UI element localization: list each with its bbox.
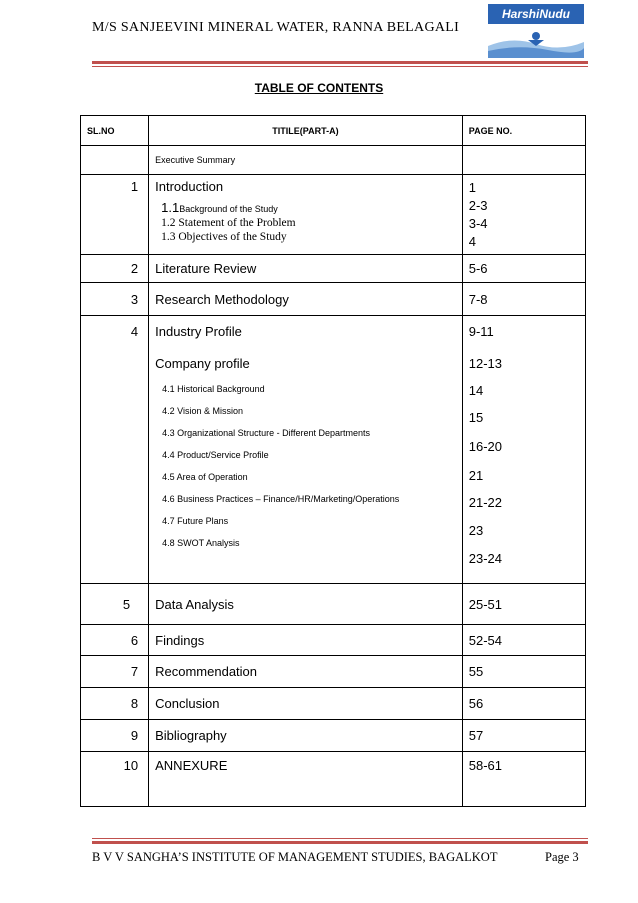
page-number: 15 (468, 410, 484, 425)
page-number: 16-20 (468, 439, 502, 454)
cell-no: 4 (81, 316, 149, 584)
cell-no: 6 (81, 625, 149, 656)
toc-table (80, 115, 586, 807)
cell-no: 8 (81, 688, 149, 720)
header-rule-thin (92, 66, 588, 67)
toc-row-data-analysis (81, 584, 586, 625)
running-header-title: M/S SANJEEVINI MINERAL WATER, RANNA BELAGALI (92, 20, 460, 35)
subsection-number: 1.1 (161, 200, 180, 215)
cell-no: 2 (81, 255, 149, 283)
page-number: 2-3 (468, 198, 488, 213)
cell-page (462, 316, 585, 584)
cell-no: 3 (81, 283, 149, 316)
industry-subsection: 4.4 Product/Service Profile (162, 450, 269, 460)
cell-no: 5 (81, 584, 149, 625)
cell-title (149, 175, 463, 255)
page-number: 1 (468, 180, 476, 195)
page-number: 21-22 (468, 495, 502, 510)
company-profile-title: Company profile (155, 356, 250, 371)
cell-no: 1 (81, 175, 149, 255)
industry-subsection: 4.7 Future Plans (162, 516, 229, 526)
cell-title (149, 316, 463, 584)
page-number: 4 (468, 234, 476, 249)
industry-subsection: 4.8 SWOT Analysis (162, 538, 240, 548)
page-number: 23-24 (468, 551, 502, 566)
cell-title: ANNEXURE (149, 752, 463, 807)
page-number: 3-4 (468, 216, 488, 231)
toc-row-introduction (81, 175, 586, 255)
cell-title: Bibliography (149, 720, 463, 752)
logo-text: HarshiNudu (488, 4, 584, 24)
cell-no (81, 146, 149, 175)
cell-page: 56 (462, 688, 585, 720)
toc-row-bibliography (81, 720, 586, 752)
section-title: Introduction (155, 179, 224, 194)
intro-subsection-3: 1.3 Objectives of the Study (161, 231, 287, 243)
section-title: Industry Profile (155, 324, 242, 339)
cell-title: Recommendation (149, 656, 463, 688)
cell-page: 7-8 (462, 283, 585, 316)
cell-page: 52-54 (462, 625, 585, 656)
cell-no: 10 (81, 752, 149, 807)
toc-row-research-methodology (81, 283, 586, 316)
intro-subsection-2: 1.2 Statement of the Problem (161, 217, 296, 229)
page-number: 23 (468, 523, 484, 538)
page-number: 14 (468, 383, 484, 398)
cell-title: Research Methodology (149, 283, 463, 316)
harshi-logo (488, 4, 584, 58)
industry-subsection: 4.1 Historical Background (162, 384, 265, 394)
logo-graphic (488, 24, 584, 58)
toc-row-conclusion (81, 688, 586, 720)
page-number: 12-13 (468, 356, 502, 371)
cell-page: 5-6 (462, 255, 585, 283)
cell-title: Executive Summary (149, 146, 463, 175)
footer-page-number: Page 3 (545, 850, 579, 864)
cell-page (462, 175, 585, 255)
header-rule-thick (92, 61, 588, 64)
cell-title: Findings (149, 625, 463, 656)
footer-rule-thin (92, 838, 588, 839)
cell-page (462, 146, 585, 175)
toc-heading: TABLE OF CONTENTS (254, 81, 384, 95)
cell-no: 7 (81, 656, 149, 688)
toc-row-annexure (81, 752, 586, 807)
cell-no: 9 (81, 720, 149, 752)
toc-row-industry-profile (81, 316, 586, 584)
cell-title: Conclusion (149, 688, 463, 720)
industry-subsection: 4.5 Area of Operation (162, 472, 248, 482)
toc-row-literature-review (81, 255, 586, 283)
column-header-no: SL.NO (81, 116, 149, 146)
cell-title: Literature Review (149, 255, 463, 283)
cell-page: 58-61 (462, 752, 585, 807)
industry-subsection: 4.3 Organizational Structure - Different Departments (162, 428, 371, 438)
cell-title: Data Analysis (149, 584, 463, 625)
cell-page: 57 (462, 720, 585, 752)
page-number: 21 (468, 468, 484, 483)
toc-row-executive-summary (81, 146, 586, 175)
industry-subsection: 4.6 Business Practices – Finance/HR/Marketing/Operations (162, 494, 400, 504)
subsection-text: Background of the Study (179, 204, 278, 214)
footer-institute: B V V SANGHA’S INSTITUTE OF MANAGEMENT STUDIES, BAGALKOT (92, 850, 498, 864)
toc-header-row (81, 116, 586, 146)
intro-subsection-1 (155, 201, 462, 216)
toc-row-findings (81, 625, 586, 656)
column-header-page: PAGE NO. (462, 116, 585, 146)
column-header-title: TITILE(PART-A) (149, 116, 463, 146)
page-number: 9-11 (468, 324, 494, 339)
cell-page: 55 (462, 656, 585, 688)
cell-page: 25-51 (462, 584, 585, 625)
industry-subsection: 4.2 Vision & Mission (162, 406, 243, 416)
footer-rule-thick (92, 841, 588, 844)
toc-row-recommendation (81, 656, 586, 688)
